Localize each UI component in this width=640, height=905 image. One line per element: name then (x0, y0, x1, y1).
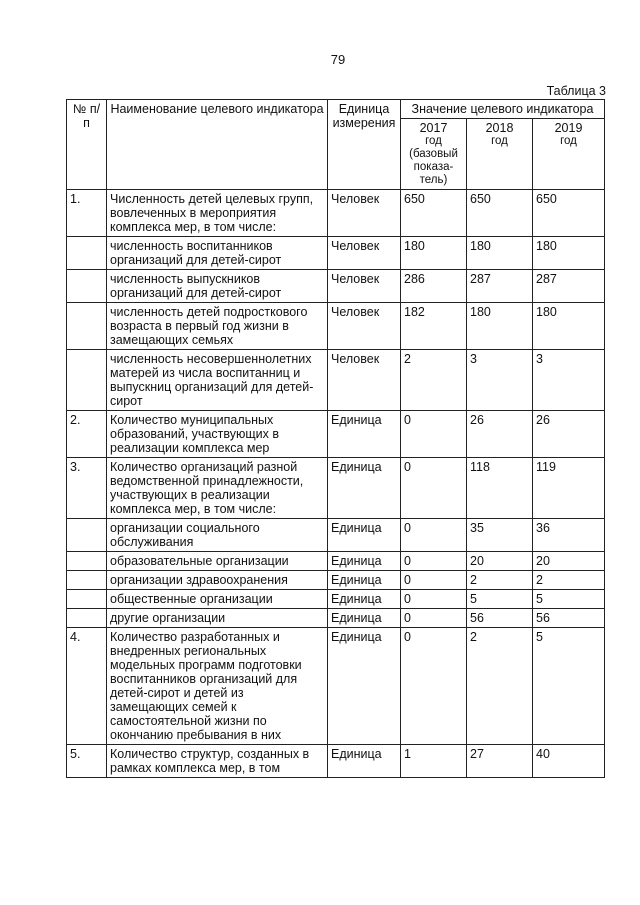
row-num (67, 609, 107, 628)
row-value-2017: 0 (401, 609, 467, 628)
row-num: 3. (67, 458, 107, 519)
row-value-2017: 286 (401, 270, 467, 303)
table-row (67, 458, 605, 519)
row-name: организации социального обслуживания (107, 519, 328, 552)
row-value-2018: 35 (467, 519, 533, 552)
row-num (67, 237, 107, 270)
row-value-2018: 5 (467, 590, 533, 609)
row-name: Количество муниципальных образований, участвующих в реализации комплекса мер (107, 411, 328, 458)
row-value-2018: 20 (467, 552, 533, 571)
row-unit: Единица (328, 628, 401, 745)
row-unit: Единица (328, 571, 401, 590)
row-value-2018: 3 (467, 350, 533, 411)
table-caption: Таблица 3 (546, 84, 606, 98)
table-row (67, 519, 605, 552)
row-value-2017: 180 (401, 237, 467, 270)
row-value-2017: 650 (401, 190, 467, 237)
row-value-2019: 650 (533, 190, 605, 237)
year-2019-number: 2019 (554, 121, 583, 135)
row-unit: Человек (328, 237, 401, 270)
row-unit: Человек (328, 270, 401, 303)
row-value-2017: 0 (401, 519, 467, 552)
row-num (67, 590, 107, 609)
row-num (67, 270, 107, 303)
row-num (67, 571, 107, 590)
row-unit: Человек (328, 303, 401, 350)
table-row (67, 745, 605, 778)
row-name: образовательные организации (107, 552, 328, 571)
row-name: Количество разработанных и внедренных региональных модельных программ подготовки воспитанников организаций для детей-сирот и детей из замещающих семей к самостоятельной жизни по окончанию пребывания в них (107, 628, 328, 745)
row-value-2019: 56 (533, 609, 605, 628)
row-value-2019: 287 (533, 270, 605, 303)
row-name: организации здравоохранения (107, 571, 328, 590)
row-value-2019: 119 (533, 458, 605, 519)
row-value-2017: 1 (401, 745, 467, 778)
table-row (67, 190, 605, 237)
row-value-2017: 0 (401, 411, 467, 458)
row-num (67, 552, 107, 571)
row-value-2019: 2 (533, 571, 605, 590)
row-value-2018: 287 (467, 270, 533, 303)
row-value-2018: 2 (467, 628, 533, 745)
row-name: численность воспитанников организаций для детей-сирот (107, 237, 328, 270)
row-value-2018: 56 (467, 609, 533, 628)
row-unit: Единица (328, 552, 401, 571)
page-number: 79 (330, 52, 346, 67)
table-row (67, 303, 605, 350)
year-2017-label: год (425, 135, 442, 147)
row-num: 5. (67, 745, 107, 778)
year-2018-number: 2018 (485, 121, 514, 135)
row-num (67, 303, 107, 350)
row-num: 2. (67, 411, 107, 458)
row-name: Количество структур, созданных в рамках комплекса мер, в том (107, 745, 328, 778)
row-name: численность несовершеннолетних матерей из числа воспитанниц и выпускниц организаций для детей-сирот (107, 350, 328, 411)
row-value-2017: 0 (401, 552, 467, 571)
row-value-2018: 27 (467, 745, 533, 778)
row-unit: Единица (328, 519, 401, 552)
row-value-2019: 180 (533, 237, 605, 270)
row-num (67, 350, 107, 411)
row-value-2017: 0 (401, 628, 467, 745)
table-row (67, 237, 605, 270)
row-num: 1. (67, 190, 107, 237)
row-value-2017: 0 (401, 590, 467, 609)
header-year-2019 (533, 119, 605, 190)
header-unit: Единица измерения (328, 100, 401, 190)
row-value-2018: 180 (467, 237, 533, 270)
header-num: № п/п (67, 100, 107, 190)
header-year-2017 (401, 119, 467, 190)
row-value-2019: 20 (533, 552, 605, 571)
year-2017-number: 2017 (419, 121, 448, 135)
year-2017-note: (базовый показа-тель) (409, 148, 458, 186)
row-value-2017: 2 (401, 350, 467, 411)
row-value-2017: 182 (401, 303, 467, 350)
row-unit: Единица (328, 411, 401, 458)
indicators-table (66, 99, 605, 778)
row-unit: Единица (328, 458, 401, 519)
table-row (67, 628, 605, 745)
row-num (67, 519, 107, 552)
row-name: Численность детей целевых групп, вовлеченных в мероприятия комплекса мер, в том числе: (107, 190, 328, 237)
row-name: другие организации (107, 609, 328, 628)
row-value-2019: 3 (533, 350, 605, 411)
header-value-group: Значение целевого индикатора (401, 100, 605, 119)
row-value-2019: 180 (533, 303, 605, 350)
row-value-2019: 26 (533, 411, 605, 458)
row-name: общественные организации (107, 590, 328, 609)
row-unit: Единица (328, 609, 401, 628)
row-value-2019: 40 (533, 745, 605, 778)
header-year-2018 (467, 119, 533, 190)
table-row (67, 590, 605, 609)
row-value-2017: 0 (401, 458, 467, 519)
row-value-2019: 5 (533, 590, 605, 609)
row-value-2019: 5 (533, 628, 605, 745)
table-row (67, 609, 605, 628)
table-row (67, 350, 605, 411)
row-unit: Человек (328, 350, 401, 411)
row-unit: Единица (328, 745, 401, 778)
row-value-2017: 0 (401, 571, 467, 590)
table-row (67, 571, 605, 590)
row-value-2019: 36 (533, 519, 605, 552)
row-name: Количество организаций разной ведомственной принадлежности, участвующих в реализации комплекса мер, в том числе: (107, 458, 328, 519)
row-unit: Человек (328, 190, 401, 237)
year-2019-label: год (560, 135, 577, 147)
row-num: 4. (67, 628, 107, 745)
row-unit: Единица (328, 590, 401, 609)
row-value-2018: 180 (467, 303, 533, 350)
header-name: Наименование целевого индикатора (107, 100, 328, 190)
row-name: численность детей подросткового возраста в первый год жизни в замещающих семьях (107, 303, 328, 350)
table-row (67, 411, 605, 458)
row-value-2018: 2 (467, 571, 533, 590)
row-name: численность выпускников организаций для детей-сирот (107, 270, 328, 303)
row-value-2018: 26 (467, 411, 533, 458)
row-value-2018: 650 (467, 190, 533, 237)
table-row (67, 270, 605, 303)
row-value-2018: 118 (467, 458, 533, 519)
year-2018-label: год (491, 135, 508, 147)
table-row (67, 552, 605, 571)
